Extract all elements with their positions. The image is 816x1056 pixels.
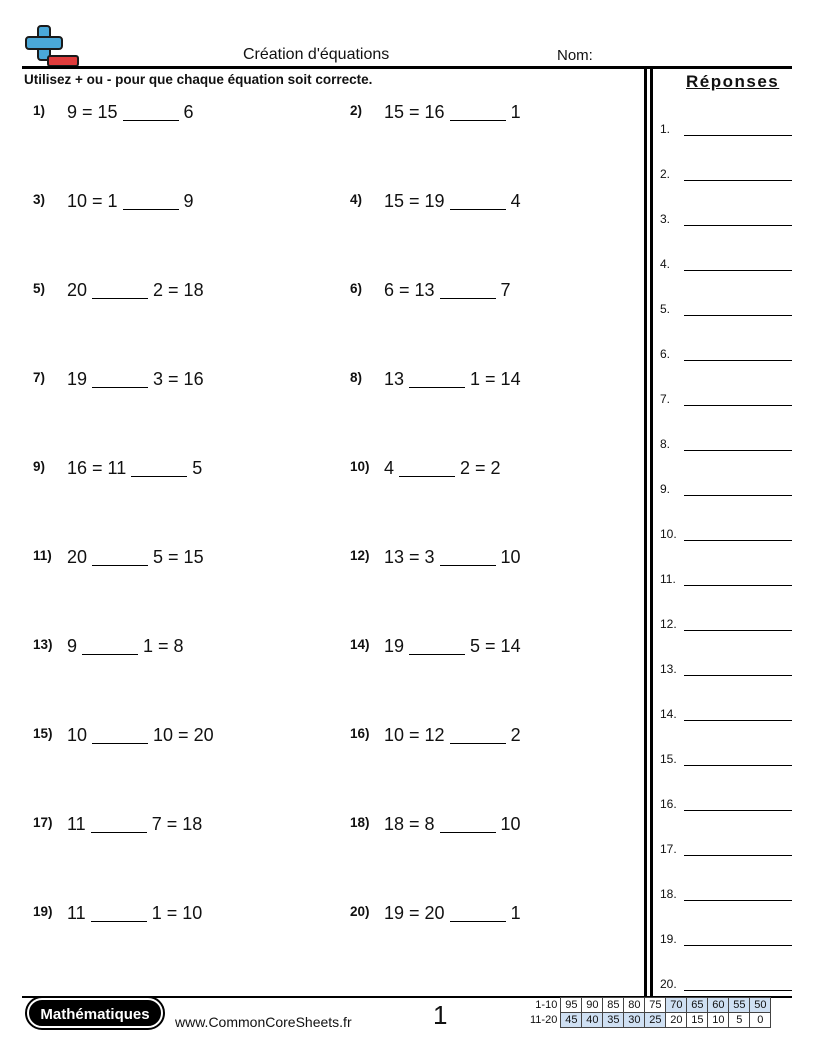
score-cell: 0 bbox=[750, 1013, 771, 1028]
score-cell: 10 bbox=[708, 1013, 729, 1028]
problem-number: 1) bbox=[33, 103, 46, 118]
score-row bbox=[529, 998, 771, 1013]
problem-expression bbox=[384, 280, 511, 301]
operator-blank[interactable] bbox=[450, 727, 506, 744]
score-cell: 30 bbox=[624, 1013, 645, 1028]
worksheet-title: Création d'équations bbox=[243, 46, 390, 63]
problem-expression bbox=[384, 903, 521, 924]
operator-blank[interactable] bbox=[91, 905, 147, 922]
page-number: 1 bbox=[433, 1000, 448, 1030]
answer-label: 15. bbox=[660, 752, 677, 766]
answer-label: 8. bbox=[660, 437, 671, 451]
score-cell: 60 bbox=[708, 998, 729, 1013]
divider-line bbox=[644, 69, 647, 997]
expression-right: 7 bbox=[500, 280, 511, 300]
problem-number: 2) bbox=[350, 103, 363, 118]
expression-left: 13 = 3 bbox=[384, 547, 435, 567]
expression-left: 19 = 20 bbox=[384, 903, 445, 923]
expression-right: 3 = 16 bbox=[153, 369, 204, 389]
operator-blank[interactable] bbox=[450, 905, 506, 922]
answer-row bbox=[660, 977, 792, 995]
problem-number: 16) bbox=[350, 726, 370, 741]
expression-right: 7 = 18 bbox=[151, 814, 203, 834]
score-cell: 40 bbox=[582, 1013, 603, 1028]
answer-line[interactable] bbox=[684, 945, 792, 946]
answer-label: 2. bbox=[660, 167, 671, 181]
expression-left: 11 bbox=[67, 814, 86, 834]
problem-item bbox=[350, 726, 630, 748]
expression-right: 5 = 14 bbox=[470, 636, 521, 656]
answer-row bbox=[660, 572, 792, 590]
expression-left: 20 bbox=[67, 547, 88, 567]
problem-item bbox=[33, 548, 313, 570]
answer-line[interactable] bbox=[684, 450, 792, 451]
answer-label: 1. bbox=[660, 122, 671, 136]
problem-number: 5) bbox=[33, 281, 46, 296]
score-cell: 90 bbox=[582, 998, 603, 1013]
answer-line[interactable] bbox=[684, 990, 792, 991]
answer-label: 20. bbox=[660, 977, 677, 991]
answer-line[interactable] bbox=[684, 405, 792, 406]
problem-item bbox=[350, 103, 630, 125]
problem-expression bbox=[384, 725, 521, 746]
answer-row bbox=[660, 392, 792, 410]
score-cell: 70 bbox=[666, 998, 687, 1013]
expression-right: 5 = 15 bbox=[153, 547, 204, 567]
operator-blank[interactable] bbox=[92, 727, 148, 744]
problem-expression bbox=[384, 547, 521, 568]
problem-item bbox=[350, 370, 630, 392]
expression-left: 6 = 13 bbox=[384, 280, 435, 300]
operator-blank[interactable] bbox=[92, 549, 148, 566]
answer-label: 5. bbox=[660, 302, 671, 316]
expression-left: 9 bbox=[67, 636, 78, 656]
answer-line[interactable] bbox=[684, 810, 792, 811]
answer-row bbox=[660, 887, 792, 905]
operator-blank[interactable] bbox=[409, 638, 465, 655]
answer-row bbox=[660, 617, 792, 635]
expression-right: 1 = 14 bbox=[470, 369, 521, 389]
answer-label: 11. bbox=[660, 572, 676, 586]
problem-item bbox=[350, 192, 630, 214]
operator-blank[interactable] bbox=[131, 460, 187, 477]
problem-number: 18) bbox=[350, 815, 370, 830]
expression-left: 4 bbox=[384, 458, 395, 478]
expression-right: 1 = 10 bbox=[151, 903, 203, 923]
expression-left: 19 bbox=[384, 636, 405, 656]
divider-line bbox=[650, 69, 653, 997]
problem-number: 4) bbox=[350, 192, 363, 207]
answer-line[interactable] bbox=[684, 495, 792, 496]
operator-blank[interactable] bbox=[92, 371, 148, 388]
answer-line[interactable] bbox=[684, 270, 792, 271]
score-cell: 50 bbox=[750, 998, 771, 1013]
expression-left: 11 bbox=[67, 903, 86, 923]
expression-left: 10 bbox=[67, 725, 88, 745]
score-cell: 35 bbox=[603, 1013, 624, 1028]
problem-number: 8) bbox=[350, 370, 363, 385]
expression-left: 9 = 15 bbox=[67, 102, 118, 122]
name-label: Nom: bbox=[557, 47, 593, 64]
answer-label: 12. bbox=[660, 617, 677, 631]
answer-row bbox=[660, 437, 792, 455]
score-cell: 75 bbox=[645, 998, 666, 1013]
answer-row bbox=[660, 527, 792, 545]
answer-row bbox=[660, 842, 792, 860]
expression-left: 15 = 16 bbox=[384, 102, 445, 122]
score-row-label: 1-10 bbox=[535, 999, 558, 1011]
problem-expression bbox=[67, 280, 204, 301]
answer-line[interactable] bbox=[684, 135, 792, 136]
expression-right: 9 bbox=[183, 191, 194, 211]
operator-blank[interactable] bbox=[82, 638, 138, 655]
score-row-label: 11-20 bbox=[530, 1014, 558, 1026]
problem-number: 20) bbox=[350, 904, 370, 919]
answer-label: 16. bbox=[660, 797, 677, 811]
operator-blank[interactable] bbox=[450, 104, 506, 121]
score-cell: 20 bbox=[666, 1013, 687, 1028]
score-cell: 15 bbox=[687, 1013, 708, 1028]
answer-line[interactable] bbox=[684, 315, 792, 316]
problem-number: 19) bbox=[33, 904, 53, 919]
score-cell: 25 bbox=[645, 1013, 666, 1028]
answer-line[interactable] bbox=[684, 855, 792, 856]
answer-label: 19. bbox=[660, 932, 677, 946]
operator-blank[interactable] bbox=[440, 282, 496, 299]
expression-right: 1 bbox=[510, 102, 521, 122]
problem-number: 9) bbox=[33, 459, 46, 474]
problem-expression bbox=[67, 725, 214, 746]
operator-blank[interactable] bbox=[92, 282, 148, 299]
operator-blank[interactable] bbox=[450, 193, 506, 210]
expression-left: 10 = 1 bbox=[67, 191, 118, 211]
operator-blank[interactable] bbox=[123, 193, 179, 210]
answer-line[interactable] bbox=[684, 540, 792, 541]
instructions: Utilisez + ou - pour que chaque équation soit correcte. bbox=[24, 72, 373, 87]
operator-blank[interactable] bbox=[123, 104, 179, 121]
expression-left: 13 bbox=[384, 369, 405, 389]
problem-number: 10) bbox=[350, 459, 370, 474]
answer-label: 6. bbox=[660, 347, 671, 361]
answer-label: 3. bbox=[660, 212, 671, 226]
problem-number: 7) bbox=[33, 370, 46, 385]
answer-row bbox=[660, 257, 792, 275]
problem-expression bbox=[67, 102, 194, 123]
score-cell: 85 bbox=[603, 998, 624, 1013]
expression-right: 10 bbox=[500, 814, 521, 834]
operator-blank[interactable] bbox=[440, 816, 496, 833]
problem-item bbox=[33, 281, 313, 303]
plus-minus-logo-icon bbox=[22, 24, 80, 68]
problem-number: 11) bbox=[33, 548, 52, 563]
problem-item bbox=[350, 459, 630, 481]
problem-number: 6) bbox=[350, 281, 363, 296]
website-link[interactable]: www.CommonCoreSheets.fr bbox=[175, 1014, 352, 1030]
answer-row bbox=[660, 122, 792, 140]
problem-number: 12) bbox=[350, 548, 370, 563]
answer-label: 10. bbox=[660, 527, 677, 541]
answer-label: 7. bbox=[660, 392, 671, 406]
problem-item bbox=[350, 281, 630, 303]
answer-label: 14. bbox=[660, 707, 677, 721]
expression-left: 19 bbox=[67, 369, 88, 389]
problem-number: 13) bbox=[33, 637, 53, 652]
problem-expression bbox=[384, 102, 521, 123]
problem-item bbox=[33, 459, 313, 481]
problem-expression bbox=[384, 191, 521, 212]
problem-expression bbox=[67, 814, 202, 835]
expression-right: 4 bbox=[510, 191, 521, 211]
problem-item bbox=[350, 904, 630, 926]
score-cell: 55 bbox=[729, 998, 750, 1013]
expression-left: 10 = 12 bbox=[384, 725, 445, 745]
answer-line[interactable] bbox=[684, 360, 792, 361]
answer-row bbox=[660, 932, 792, 950]
answer-line[interactable] bbox=[684, 675, 792, 676]
problem-expression bbox=[67, 903, 202, 924]
expression-left: 18 = 8 bbox=[384, 814, 435, 834]
expression-right: 1 bbox=[510, 903, 521, 923]
operator-blank[interactable] bbox=[409, 371, 465, 388]
score-cell: 80 bbox=[624, 998, 645, 1013]
problem-item bbox=[33, 726, 313, 748]
answer-row bbox=[660, 212, 792, 230]
problem-number: 15) bbox=[33, 726, 53, 741]
answer-row bbox=[660, 167, 792, 185]
answer-label: 17. bbox=[660, 842, 677, 856]
answer-line[interactable] bbox=[684, 225, 792, 226]
answer-row bbox=[660, 662, 792, 680]
expression-right: 2 = 18 bbox=[153, 280, 204, 300]
score-cell: 45 bbox=[561, 1013, 582, 1028]
problem-item bbox=[350, 815, 630, 837]
header-rule bbox=[22, 66, 792, 69]
problem-expression bbox=[67, 547, 204, 568]
problem-item bbox=[33, 370, 313, 392]
expression-right: 5 bbox=[192, 458, 203, 478]
answer-label: 18. bbox=[660, 887, 677, 901]
expression-right: 1 = 8 bbox=[143, 636, 184, 656]
score-row bbox=[529, 1013, 771, 1028]
score-cell: 95 bbox=[561, 998, 582, 1013]
expression-left: 16 = 11 bbox=[67, 458, 127, 478]
problem-number: 14) bbox=[350, 637, 370, 652]
problem-number: 17) bbox=[33, 815, 53, 830]
answer-row bbox=[660, 302, 792, 320]
problem-item bbox=[350, 548, 630, 570]
problem-item bbox=[33, 815, 313, 837]
expression-right: 6 bbox=[183, 102, 194, 122]
answer-row bbox=[660, 707, 792, 725]
problem-item bbox=[33, 904, 313, 926]
answers-title: Réponses bbox=[686, 72, 780, 91]
problem-item bbox=[33, 637, 313, 659]
operator-blank[interactable] bbox=[399, 460, 455, 477]
problem-expression bbox=[384, 369, 521, 390]
expression-right: 2 = 2 bbox=[460, 458, 501, 478]
answer-line[interactable] bbox=[684, 765, 792, 766]
answer-line[interactable] bbox=[684, 180, 792, 181]
answer-row bbox=[660, 797, 792, 815]
expression-left: 20 bbox=[67, 280, 88, 300]
problem-expression bbox=[67, 191, 194, 212]
problem-item bbox=[33, 103, 313, 125]
expression-right: 10 = 20 bbox=[153, 725, 214, 745]
problem-item bbox=[33, 192, 313, 214]
answer-label: 4. bbox=[660, 257, 671, 271]
problem-expression bbox=[67, 458, 202, 479]
answer-line[interactable] bbox=[684, 585, 792, 586]
expression-right: 10 bbox=[500, 547, 521, 567]
answer-label: 13. bbox=[660, 662, 677, 676]
problem-expression bbox=[67, 636, 184, 657]
score-cell: 5 bbox=[729, 1013, 750, 1028]
problem-expression bbox=[384, 814, 521, 835]
answer-line[interactable] bbox=[684, 630, 792, 631]
score-table bbox=[529, 997, 771, 1028]
operator-blank[interactable] bbox=[440, 549, 496, 566]
expression-left: 15 = 19 bbox=[384, 191, 445, 211]
answer-line[interactable] bbox=[684, 720, 792, 721]
problem-expression bbox=[384, 458, 501, 479]
expression-right: 2 bbox=[510, 725, 521, 745]
answer-row bbox=[660, 482, 792, 500]
subject-badge: Mathématiques bbox=[27, 998, 163, 1028]
answer-row bbox=[660, 347, 792, 365]
problem-item bbox=[350, 637, 630, 659]
problem-expression bbox=[384, 636, 521, 657]
answer-label: 9. bbox=[660, 482, 671, 496]
operator-blank[interactable] bbox=[91, 816, 147, 833]
score-cell: 65 bbox=[687, 998, 708, 1013]
problem-number: 3) bbox=[33, 192, 46, 207]
answer-row bbox=[660, 752, 792, 770]
answer-line[interactable] bbox=[684, 900, 792, 901]
problem-expression bbox=[67, 369, 204, 390]
